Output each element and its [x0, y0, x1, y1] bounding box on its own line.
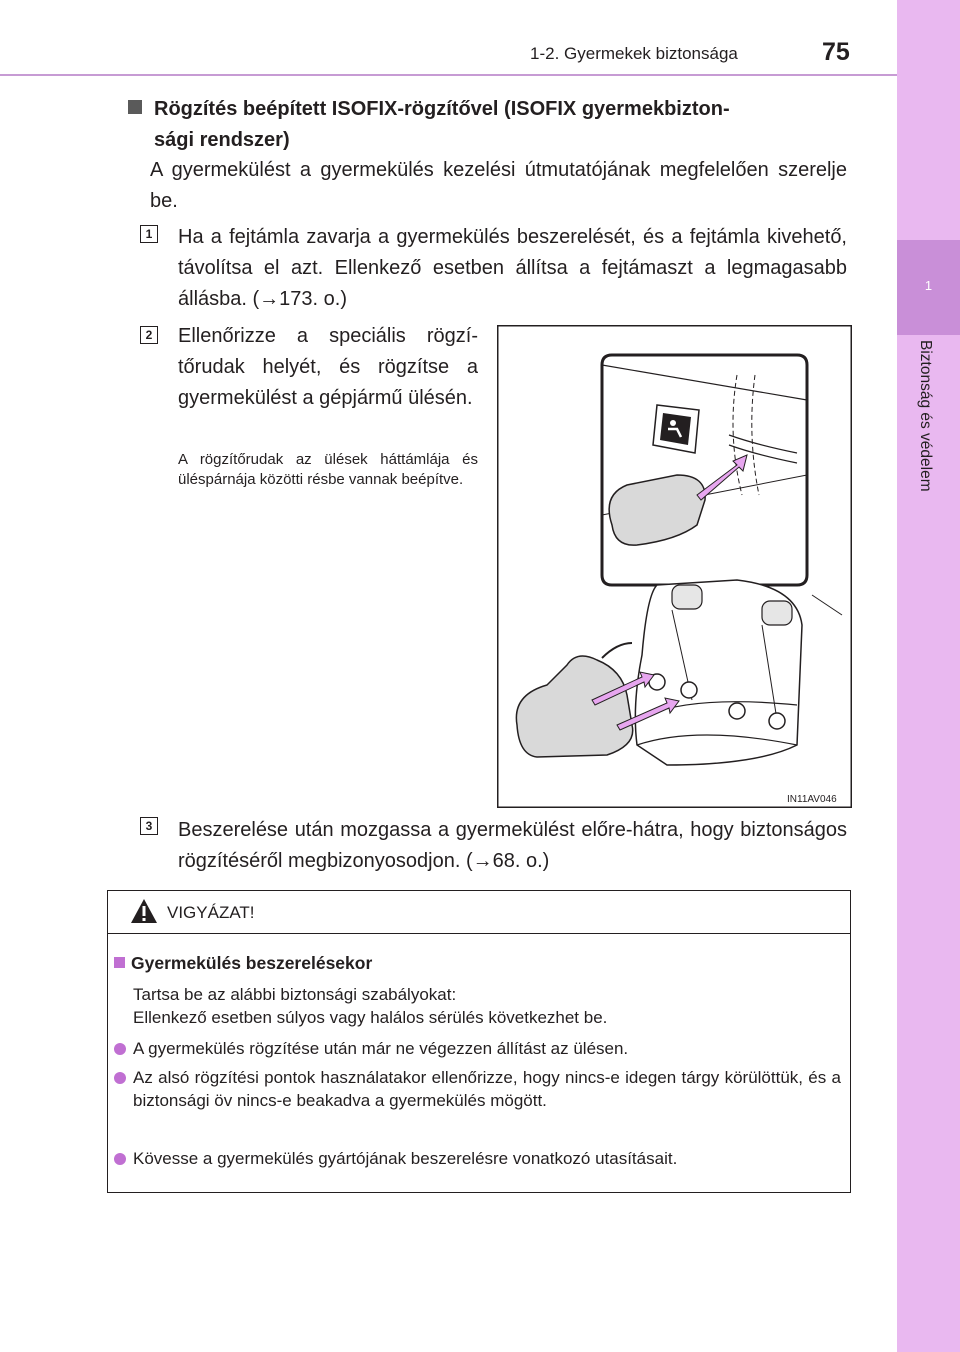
running-header: 1-2. Gyermekek biztonsága — [530, 44, 738, 63]
step-3-text: Beszerelése után mozgassa a gyermekülést előre-hátra, hogy biztonságos rögzítéséről megbizonyosodjon. (→68. o.) — [178, 819, 847, 872]
warning-line-1: Tartsa be az alábbi biztonsági szabályokat: — [133, 985, 457, 1004]
isofix-illustration — [497, 325, 852, 808]
warning-label: VIGYÁZAT! — [167, 903, 255, 922]
warning-bullet-2: Az alsó rögzítési pontok használatakor ellenőrizze, hogy nincs-e idegen tárgy körülöttük, és a biztonsági öv nincs-e beakadva a gyermekülés mögött. — [133, 1068, 841, 1110]
warning-line-2: Ellenkező esetben súlyos vagy halálos sérülés következhet be. — [133, 1008, 608, 1027]
chapter-title-wrap — [912, 340, 942, 570]
step-number-1: 1 — [140, 225, 158, 243]
bullet-dot-icon — [114, 1043, 126, 1055]
figure-code: IN11AV046 — [787, 794, 837, 805]
warning-heading: Gyermekülés beszerelésekor — [114, 953, 372, 974]
chapter-number: 1 — [924, 278, 933, 293]
square-bullet-icon — [128, 100, 142, 114]
page-number: 75 — [822, 38, 850, 66]
isofix-symbol-icon — [653, 405, 699, 453]
step-2-text: Ellenőrizze a speciális rögzítőrudak helyét, és rögzítse a gyermekülést a gépjármű ülésén. — [178, 325, 478, 409]
intro-paragraph: A gyermekülést a gyermekülés kezelési útmutatójának megfelelően szerelje be. — [150, 159, 847, 212]
step-1-text: Ha a fejtámla zavarja a gyermekülés beszerelését, és a fejtámla kivehető, távolítsa el azt. Ellenkező esetben állítsa a fejtámaszt a legmagasabb állásba. (→173. o.) — [178, 226, 847, 310]
warning-bullet-1: A gyermekülés rögzítése után már ne végezzen állítást az ülésen. — [133, 1039, 629, 1058]
square-bullet-icon — [114, 957, 125, 968]
step-2-note: A rögzítőrudak az ülések háttámlája és üléspárnája közötti résbe vannak beépítve. — [178, 451, 478, 488]
step-number-2: 2 — [140, 326, 158, 344]
warning-triangle-icon — [130, 898, 158, 924]
section-heading: Rögzítés beépített ISOFIX-rögzítővel (ISOFIX gyermekbizton- sági rendszer) — [128, 94, 850, 156]
chapter-title: Biztonság és védelem — [917, 340, 934, 492]
bullet-dot-icon — [114, 1072, 126, 1084]
header-rule — [0, 74, 897, 76]
warning-bullet-3: Kövesse a gyermekülés gyártójának beszerelésre vonatkozó utasításait. — [133, 1149, 678, 1168]
bullet-dot-icon — [114, 1153, 126, 1165]
chapter-tab — [897, 0, 960, 1352]
step-number-3: 3 — [140, 817, 158, 835]
